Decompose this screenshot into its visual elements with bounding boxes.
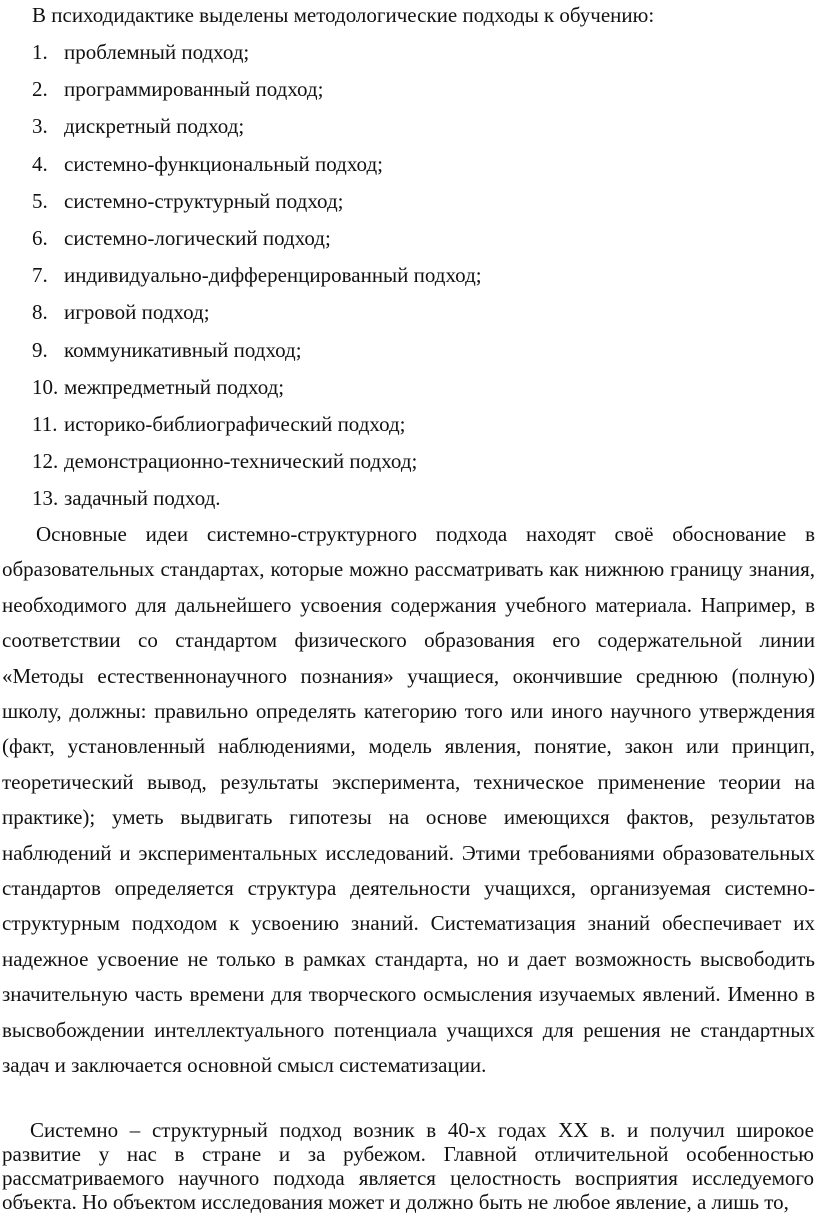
list-item-number: 13. <box>32 486 59 511</box>
list-item-text: историко-библиографический подход; <box>64 411 406 436</box>
list-item-number: 12. <box>32 449 59 474</box>
list-item-text: проблемный подход; <box>64 40 250 64</box>
list-item-text: программированный подход; <box>64 77 324 102</box>
list-item <box>32 40 482 77</box>
intro-line: В психодидактике выделены методологические подходы к обучению: <box>32 3 655 27</box>
list-item-number: 7. <box>32 263 48 288</box>
list-item-text: системно-структурный подход; <box>64 188 344 213</box>
list-item-text: коммуникативный подход; <box>64 337 302 362</box>
list-item <box>32 114 482 151</box>
list-item-number: 10. <box>32 374 59 399</box>
list-item-number: 8. <box>32 300 48 325</box>
list-item-number: 2. <box>32 77 48 102</box>
list-item <box>32 189 482 226</box>
list-item-text: системно-логический подход; <box>64 225 331 250</box>
paragraph-secondary: Системно – структурный подход возник в 40-х годах XX в. и получил широкое развитие у нас в стране и за рубежом. Главной отличительной особенностью рассматриваемого научного подхода является целостность восприятия исследуемого объекта. Но объектом исследования может и должно быть не любое явление, а лишь то, <box>2 1118 814 1214</box>
list-item-number: 9. <box>32 337 48 362</box>
list-item-number: 3. <box>32 114 48 139</box>
list-item-text: индивидуально-дифференцированный подход; <box>64 263 482 288</box>
list-item <box>32 338 482 375</box>
list-item-number: 5. <box>32 188 48 213</box>
approaches-list <box>32 40 482 523</box>
list-item <box>32 226 482 263</box>
list-item <box>32 375 482 412</box>
list-item-number: 4. <box>32 151 48 176</box>
list-item-number: 1. <box>32 40 48 64</box>
list-item-text: дискретный подход; <box>64 114 245 139</box>
list-item <box>32 152 482 189</box>
list-item <box>32 263 482 300</box>
list-item <box>32 412 482 449</box>
list-item-number: 6. <box>32 225 48 250</box>
list-item-number: 11. <box>32 411 58 436</box>
list-item-text: игровой подход; <box>64 300 210 325</box>
list-item-text: межпредметный подход; <box>64 374 285 399</box>
list-item <box>32 449 482 486</box>
paragraph-main: Основные идеи системно-структурного подхода находят своё обоснование в образовательных стандартах, которые можно рассматривать как нижнюю границу знания, необходимого для дальнейшего усвоения содержания учебного материала. Например, в соответствии со стандартом физического образования его содержательной линии «Методы естественнонаучного познания» учащиеся, окончившие среднюю (полную) школу, должны: правильно определять категорию того или иного научного утверждения (факт, установленный наблюдениями, модель явления, понятие, закон или принцип, теоретический вывод, результаты эксперимента, техническое применение теории на практике); уметь выдвигать гипотезы на основе имеющихся фактов, результатов наблюдений и экспериментальных исследований. Этими требованиями образовательных стандартов определяется структура деятельности учащихся, организуемая системно-структурным подходом к усвоению знаний. Систематизация знаний обеспечивает их надежное усвоение не только в рамках стандарта, но и дает возможность высвободить значительную часть времени для творческого осмысления изучаемых явлений. Именно в высвобождении интеллектуального потенциала учащихся для решения не стандартных задач и заключается основной смысл систематизации. <box>2 522 815 1078</box>
list-item <box>32 300 482 337</box>
list-item-text: системно-функциональный подход; <box>64 151 383 176</box>
list-item <box>32 77 482 114</box>
list-item-text: задачный подход. <box>64 486 221 511</box>
list-item-text: демонстрационно-технический подход; <box>64 449 418 474</box>
